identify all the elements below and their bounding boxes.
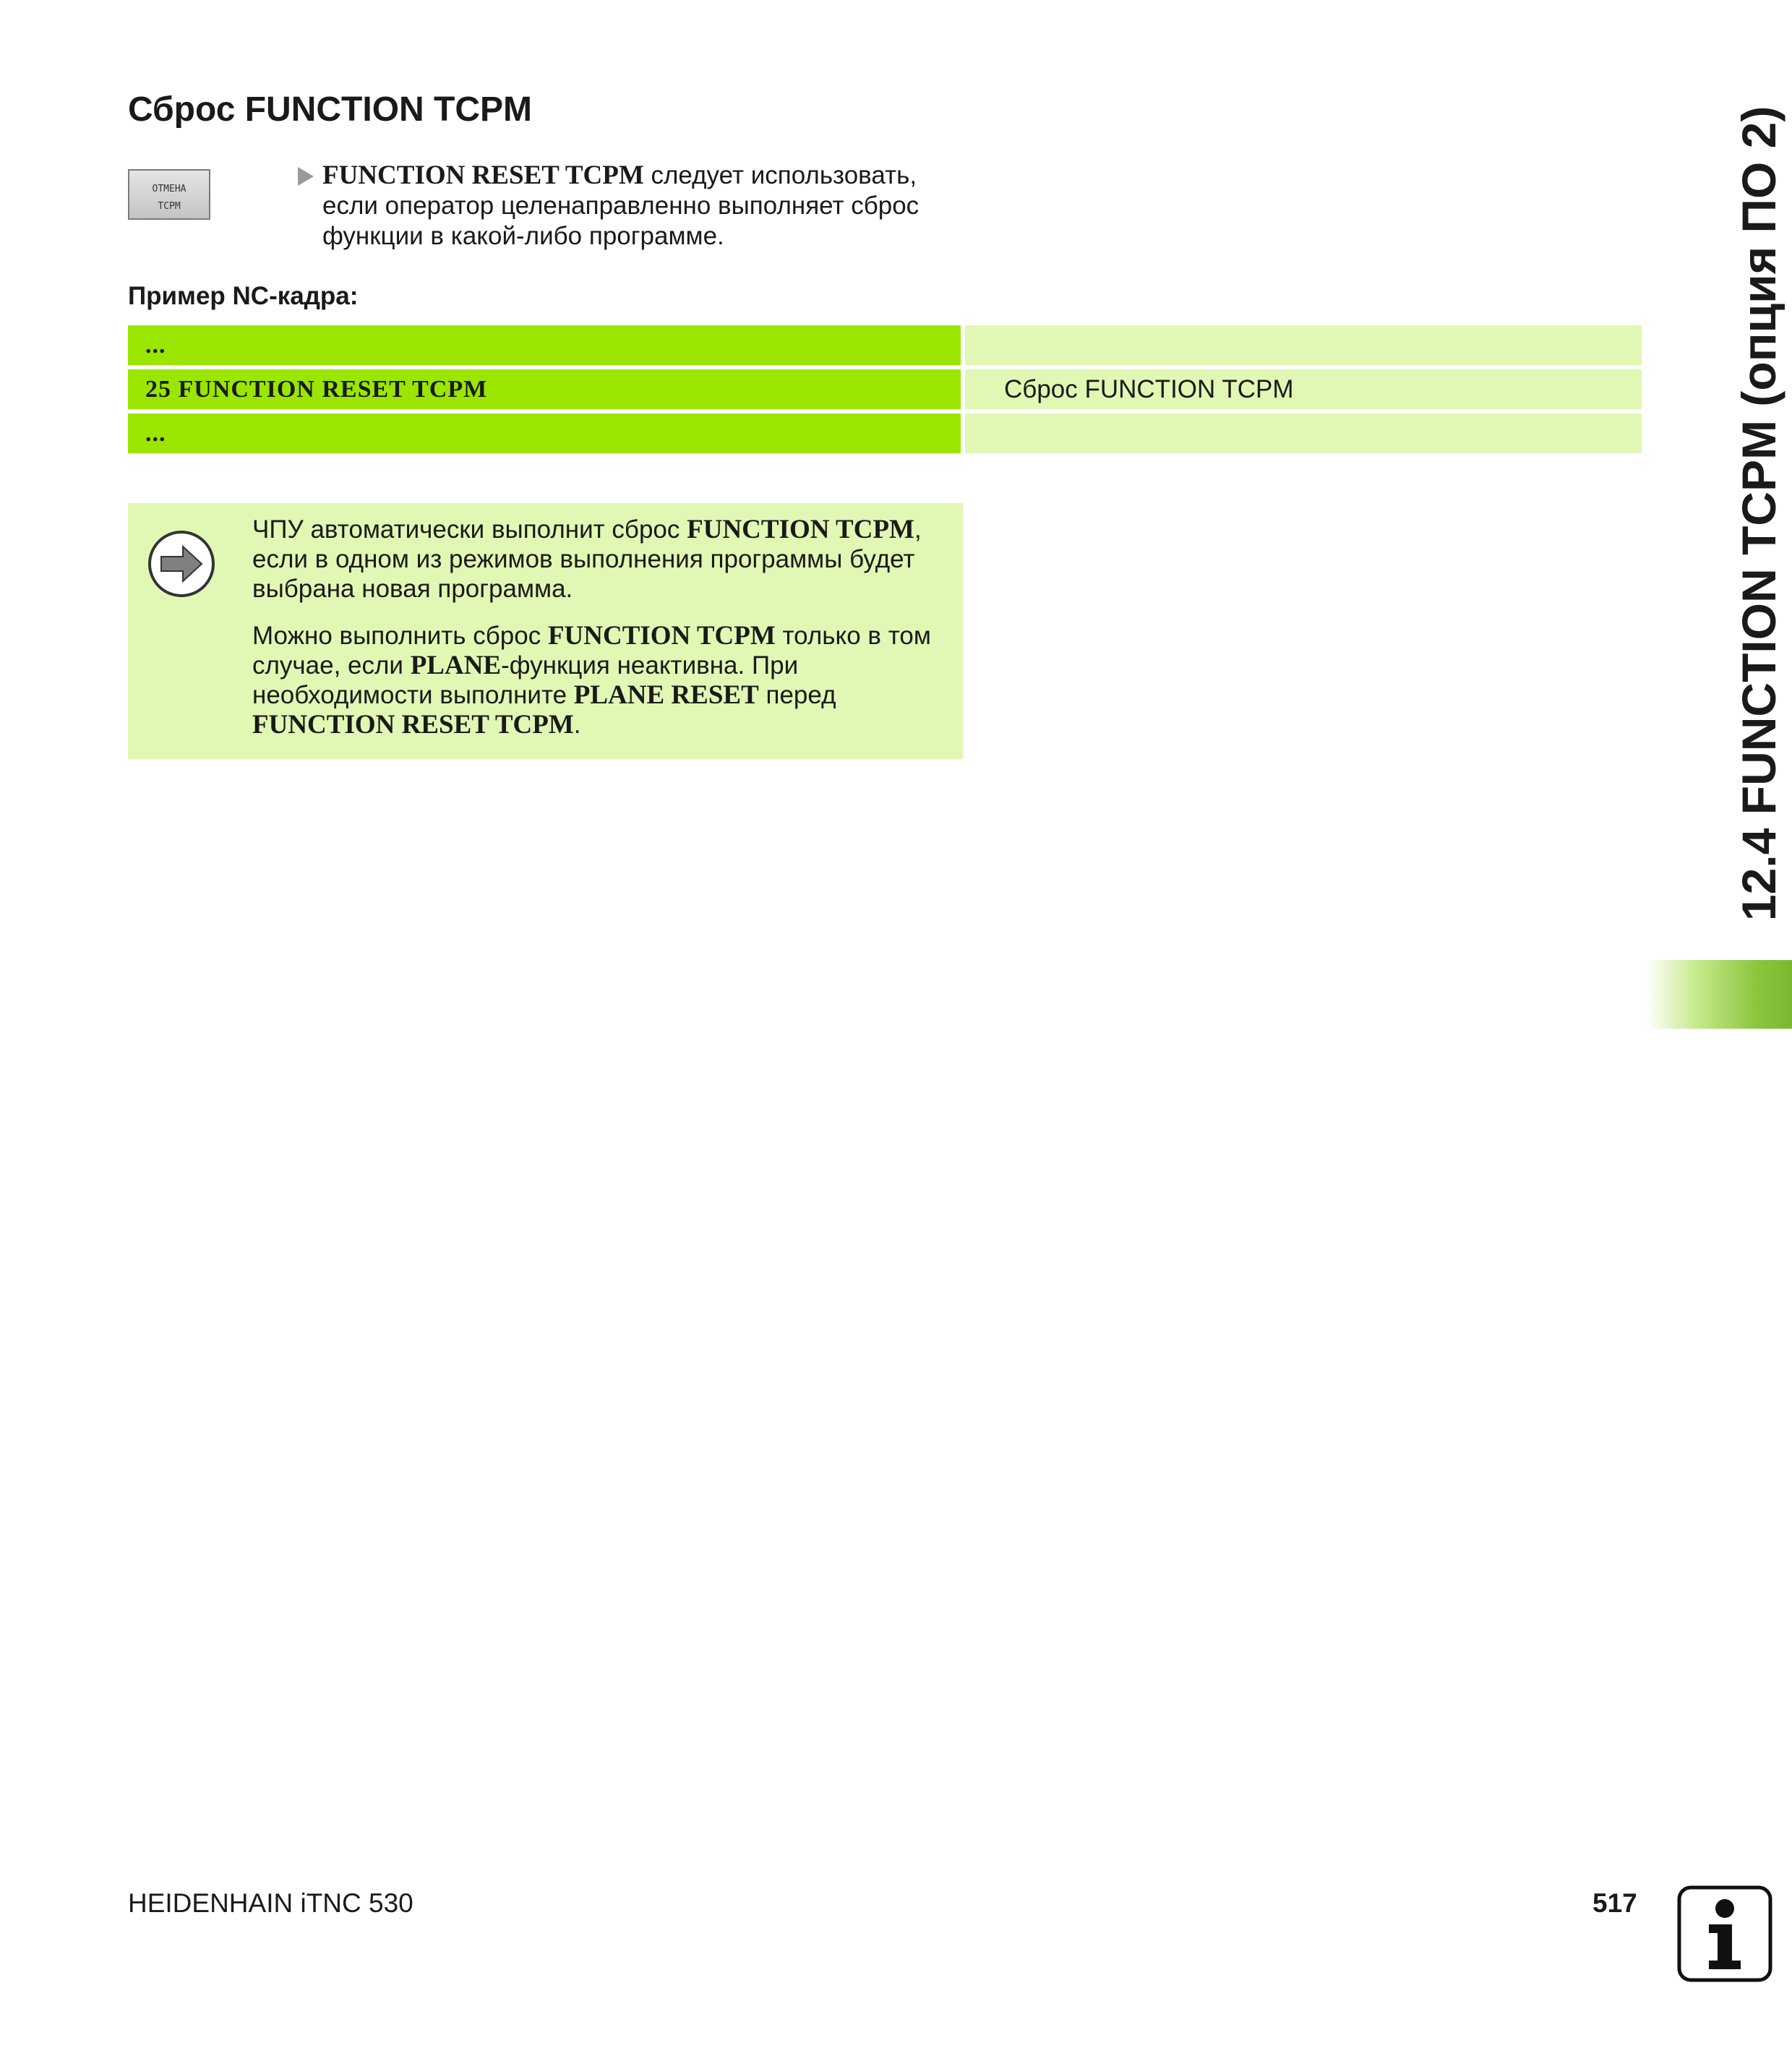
softkey-label-line2: TCPM xyxy=(158,201,181,212)
note-text-run: ЧПУ автоматически выполнит сброс xyxy=(252,515,687,544)
nc-code-cell: ... xyxy=(128,325,961,365)
instruction xyxy=(298,160,977,252)
note-code-run: PLANE RESET xyxy=(573,680,759,710)
note-paragraph-1 xyxy=(252,515,946,604)
instruction-text-3: функции в какой-либо программе. xyxy=(322,222,724,250)
note-text-run: -функция неактивна. При необходимости выполните xyxy=(252,651,799,709)
note-box xyxy=(128,503,963,759)
nc-comment-cell xyxy=(965,414,1642,453)
note-code-run: FUNCTION TCPM xyxy=(547,621,776,651)
note-text-run: . xyxy=(573,711,581,739)
section-title: Сброс FUNCTION TCPM xyxy=(128,90,533,129)
chapter-tab-marker xyxy=(1645,960,1792,1029)
instruction-text xyxy=(322,160,977,252)
example-label: Пример NC-кадра: xyxy=(128,282,359,310)
triangle-bullet-icon xyxy=(298,167,314,186)
note-text-run: только в том случае, если xyxy=(252,622,931,680)
nc-code-cell: ... xyxy=(128,414,961,453)
note-text-run: , если в одном из режимов выполнения программы будет выбрана новая программа. xyxy=(252,515,922,603)
note-code-run: FUNCTION RESET TCPM xyxy=(252,710,574,740)
note-paragraph-2 xyxy=(252,621,946,740)
softkey-label-line1: ОТМЕНА xyxy=(152,184,187,194)
nc-row xyxy=(128,325,1642,365)
instruction-code: FUNCTION RESET TCPM xyxy=(322,160,644,190)
chapter-side-title: 12.4 FUNCTION TCPM (опция ПО 2) xyxy=(1732,106,1785,921)
note-text-run: Можно выполнить сброс xyxy=(252,622,548,650)
page-number: 517 xyxy=(1592,1888,1637,1918)
nc-example-table xyxy=(128,325,1642,458)
nc-code-cell: 25 FUNCTION RESET TCPM xyxy=(128,369,961,409)
cancel-tcpm-softkey[interactable] xyxy=(128,169,210,220)
info-icon xyxy=(1677,1885,1772,1982)
nc-comment-cell xyxy=(965,325,1642,365)
nc-row xyxy=(128,414,1642,453)
arrow-right-circle-icon xyxy=(147,529,216,599)
instruction-text-2: если оператор целенаправленно выполняет сброс xyxy=(322,192,919,220)
instruction-text-1: следует использовать, xyxy=(643,161,917,189)
nc-row xyxy=(128,369,1642,409)
footer-product: HEIDENHAIN iTNC 530 xyxy=(128,1888,413,1918)
nc-comment-cell: Сброс FUNCTION TCPM xyxy=(965,369,1642,409)
note-code-run: PLANE xyxy=(410,651,502,680)
note-text xyxy=(252,515,946,757)
note-text-run: перед xyxy=(758,681,836,709)
note-code-run: FUNCTION TCPM xyxy=(687,515,914,544)
